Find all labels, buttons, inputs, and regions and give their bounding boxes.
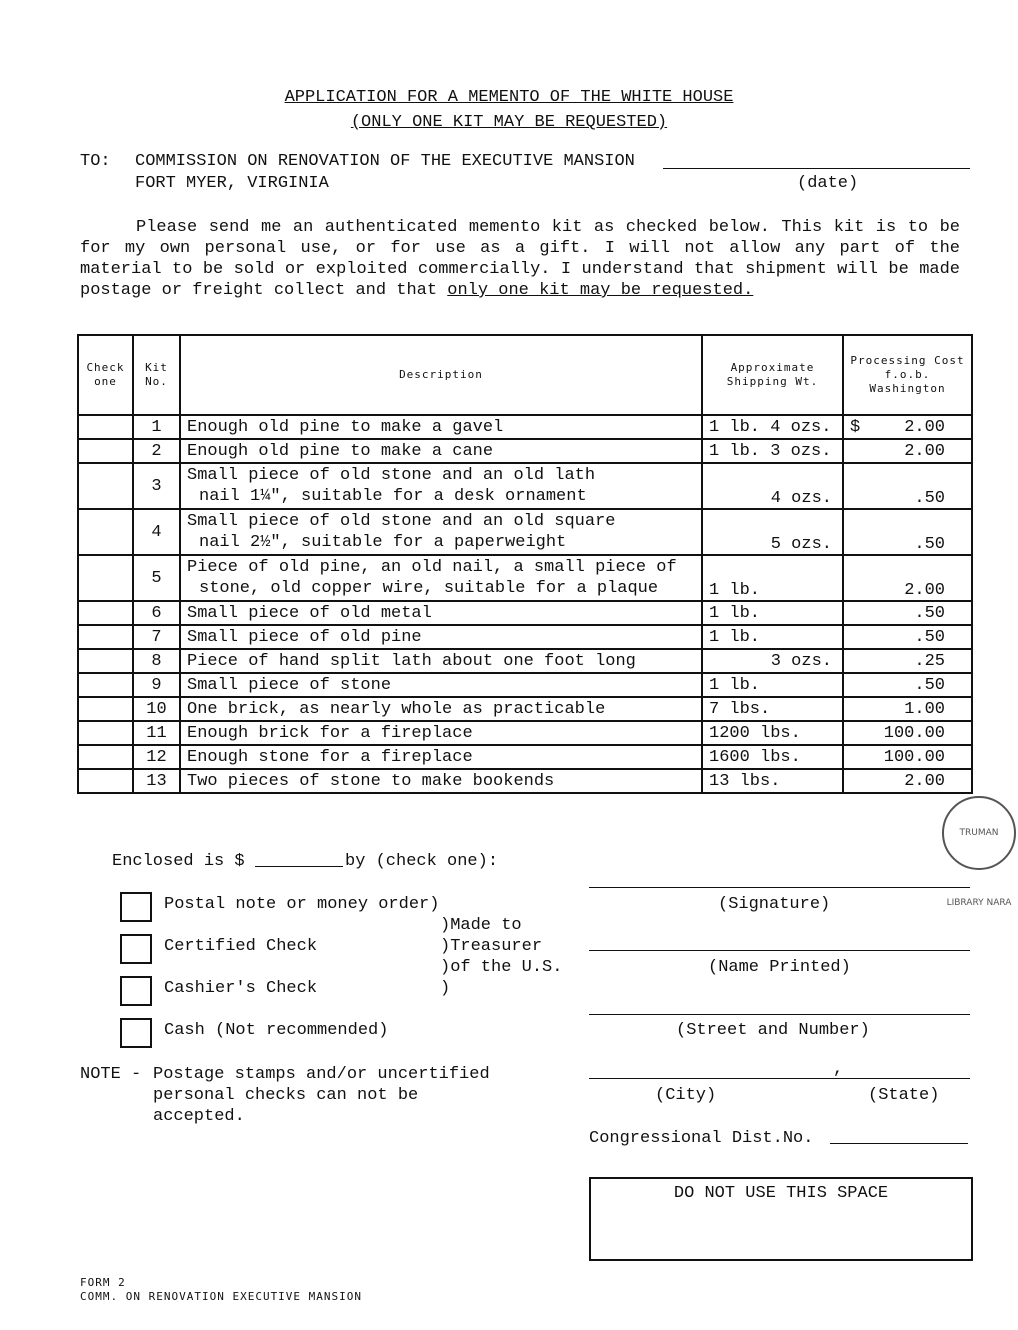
kit-rows <box>78 415 972 793</box>
header-kit-no: Kit No. <box>133 335 180 415</box>
processing-cost <box>843 463 972 509</box>
check-cell[interactable] <box>78 439 133 463</box>
check-cell[interactable] <box>78 601 133 625</box>
description-line: Enough brick for a fireplace <box>187 723 473 743</box>
description-line: Small piece of old stone and an old square <box>187 512 616 531</box>
table-row <box>78 463 972 509</box>
processing-cost <box>843 769 972 793</box>
kit-description <box>180 601 702 625</box>
kit-number: 6 <box>133 601 180 625</box>
description-line: Two pieces of stone to make bookends <box>187 771 555 791</box>
district-label: Congressional Dist.No. <box>589 1129 814 1148</box>
currency-symbol: $ <box>850 417 861 437</box>
table-row <box>78 415 972 439</box>
kit-description <box>180 697 702 721</box>
office-use-label: DO NOT USE THIS SPACE <box>673 1184 889 1203</box>
cost-value: .50 <box>914 675 945 695</box>
check-cell[interactable] <box>78 745 133 769</box>
form-subtitle <box>0 113 1018 132</box>
description-line: Small piece of stone <box>187 675 392 695</box>
option-postal-note: Postal note or money order) <box>164 895 440 914</box>
amount-line[interactable] <box>255 866 343 867</box>
address-line1: COMMISSION ON RENOVATION OF THE EXECUTIVE MANSION <box>135 152 635 171</box>
header-description: Description <box>180 335 702 415</box>
description-line: Enough old pine to make a cane <box>187 441 494 461</box>
kit-number: 11 <box>133 721 180 745</box>
header-processing-cost: Processing Cost f.o.b. Washington <box>843 335 972 415</box>
made-to-line3: )of the U.S. <box>440 958 563 977</box>
check-cell[interactable] <box>78 509 133 555</box>
kit-number: 4 <box>133 509 180 555</box>
processing-cost <box>843 649 972 673</box>
signature-line[interactable] <box>589 887 970 888</box>
kit-description <box>180 415 702 439</box>
description-line: One brick, as nearly whole as practicable <box>187 699 606 719</box>
kit-number: 9 <box>133 673 180 697</box>
table-row <box>78 721 972 745</box>
made-to-line4: ) <box>440 979 451 998</box>
description-line: Small piece of old stone and an old lath <box>187 466 596 485</box>
table-row <box>78 439 972 463</box>
street-label: (Street and Number) <box>676 1021 870 1040</box>
cost-value: 1.00 <box>904 699 945 719</box>
note-line2: personal checks can not be <box>153 1086 419 1105</box>
description-line: stone, old copper wire, suitable for a plaque <box>199 579 659 598</box>
kit-number: 7 <box>133 625 180 649</box>
check-cell[interactable] <box>78 625 133 649</box>
kits-table <box>77 334 973 794</box>
city-state-comma: , <box>833 1060 844 1079</box>
processing-cost <box>843 745 972 769</box>
form-title-text: APPLICATION FOR A MEMENTO OF THE WHITE HOUSE <box>284 88 734 107</box>
note-label: NOTE - <box>80 1065 142 1084</box>
form-number: FORM 2 <box>80 1276 126 1289</box>
cost-value: 100.00 <box>883 723 945 743</box>
table-row <box>78 649 972 673</box>
check-cell[interactable] <box>78 555 133 601</box>
to-label: TO: <box>80 152 111 171</box>
shipping-weight: 1 lb. <box>702 673 843 697</box>
description-line: nail 1¼", suitable for a desk ornament <box>199 487 587 506</box>
kit-number: 12 <box>133 745 180 769</box>
kit-description <box>180 745 702 769</box>
check-cell[interactable] <box>78 415 133 439</box>
header-check-one: Check one <box>78 335 133 415</box>
shipping-weight: 3 ozs. <box>702 649 843 673</box>
cost-value: .50 <box>914 603 945 623</box>
kit-number: 13 <box>133 769 180 793</box>
table-row <box>78 769 972 793</box>
shipping-weight: 1 lb. 4 ozs. <box>702 415 843 439</box>
intro-text: Please send me an authenticated memento kit as checked below. This kit is to be for my own personal use, or for use as a gift. I will not allow any part of the material to be sold or exploited commercially. I understand that shipment will be made postage or freight collect and that <box>80 218 960 300</box>
cost-value: .25 <box>914 651 945 671</box>
address-line2: FORT MYER, VIRGINIA <box>135 174 329 193</box>
description-line: Piece of hand split lath about one foot long <box>187 651 636 671</box>
date-label: (date) <box>797 174 859 193</box>
checkbox-certified-check[interactable] <box>120 934 152 964</box>
street-line[interactable] <box>589 1014 970 1015</box>
kit-description <box>180 721 702 745</box>
note-line1: Postage stamps and/or uncertified <box>153 1065 490 1084</box>
processing-cost <box>843 439 972 463</box>
kit-number: 8 <box>133 649 180 673</box>
date-line[interactable] <box>663 168 970 169</box>
check-cell[interactable] <box>78 721 133 745</box>
table-row <box>78 509 972 555</box>
cost-value: .50 <box>914 627 945 647</box>
cost-value: 100.00 <box>883 747 945 767</box>
check-cell[interactable] <box>78 769 133 793</box>
description-line: nail 2½", suitable for a paperweight <box>199 533 567 552</box>
table-row <box>78 697 972 721</box>
shipping-weight: 1200 lbs. <box>702 721 843 745</box>
shipping-weight: 13 lbs. <box>702 769 843 793</box>
shipping-weight: 1 lb. <box>702 601 843 625</box>
state-label: (State) <box>868 1086 940 1105</box>
form-title <box>0 88 1018 107</box>
shipping-weight: 7 lbs. <box>702 697 843 721</box>
intro-paragraph <box>80 217 960 301</box>
intro-underlined: only one kit may be requested. <box>447 281 754 300</box>
cost-value: .50 <box>914 489 945 508</box>
processing-cost <box>843 721 972 745</box>
kit-description <box>180 625 702 649</box>
table-row <box>78 625 972 649</box>
cost-value: 2.00 <box>904 417 945 437</box>
cost-value: 2.00 <box>904 581 945 600</box>
processing-cost <box>843 555 972 601</box>
checkbox-cash[interactable] <box>120 1018 152 1048</box>
option-cash: Cash (Not recommended) <box>164 1021 389 1040</box>
kit-number: 2 <box>133 439 180 463</box>
kit-description <box>180 649 702 673</box>
cost-value: 2.00 <box>904 441 945 461</box>
description-line: Small piece of old pine <box>187 627 422 647</box>
district-line[interactable] <box>830 1143 968 1144</box>
check-cell[interactable] <box>78 673 133 697</box>
processing-cost <box>843 673 972 697</box>
description-line: Piece of old pine, an old nail, a small piece of <box>187 558 677 577</box>
processing-cost <box>843 625 972 649</box>
shipping-weight: 1 lb. 3 ozs. <box>702 439 843 463</box>
processing-cost <box>843 415 972 439</box>
check-cell[interactable] <box>78 697 133 721</box>
option-certified-check: Certified Check <box>164 937 318 956</box>
shipping-weight: 5 ozs. <box>702 509 843 555</box>
shipping-weight: 4 ozs. <box>702 463 843 509</box>
option-cashiers-check: Cashier's Check <box>164 979 318 998</box>
kit-description <box>180 555 702 601</box>
shipping-weight: 1 lb. <box>702 555 843 601</box>
office-use-box <box>589 1177 973 1261</box>
truman-library-stamp <box>942 796 1016 908</box>
kit-number: 5 <box>133 555 180 601</box>
kit-number: 1 <box>133 415 180 439</box>
city-state-line[interactable] <box>589 1078 970 1079</box>
name-printed-label: (Name Printed) <box>708 958 851 977</box>
checkbox-cashiers-check[interactable] <box>120 976 152 1006</box>
table-row <box>78 555 972 601</box>
signature-label: (Signature) <box>718 895 831 914</box>
cost-value: 2.00 <box>904 771 945 791</box>
processing-cost <box>843 601 972 625</box>
table-row <box>78 601 972 625</box>
kit-description <box>180 439 702 463</box>
processing-cost <box>843 509 972 555</box>
table-row <box>78 745 972 769</box>
check-cell[interactable] <box>78 649 133 673</box>
shipping-weight: 1 lb. <box>702 625 843 649</box>
description-line: Enough old pine to make a gavel <box>187 417 504 437</box>
header-shipping-weight: Approximate Shipping Wt. <box>702 335 843 415</box>
processing-cost <box>843 697 972 721</box>
made-to-line2: )Treasurer <box>440 937 543 956</box>
made-to-line1: )Made to <box>440 916 522 935</box>
description-line: Small piece of old metal <box>187 603 432 623</box>
note-line3: accepted. <box>153 1107 245 1126</box>
enclosed-label: Enclosed is $ <box>112 852 245 871</box>
kit-number: 3 <box>133 463 180 509</box>
stamp-text: TRUMAN LIBRARY NARA <box>946 828 1012 908</box>
kit-description <box>180 673 702 697</box>
kit-description <box>180 509 702 555</box>
table-row <box>78 673 972 697</box>
table-header-row <box>78 335 972 415</box>
form-subtitle-text: (ONLY ONE KIT MAY BE REQUESTED) <box>350 113 668 132</box>
by-check-one: by (check one): <box>345 852 499 871</box>
checkbox-postal-note[interactable] <box>120 892 152 922</box>
kit-description <box>180 463 702 509</box>
kit-description <box>180 769 702 793</box>
city-label: (City) <box>655 1086 717 1105</box>
check-cell[interactable] <box>78 463 133 509</box>
cost-value: .50 <box>914 535 945 554</box>
form-issuer: COMM. ON RENOVATION EXECUTIVE MANSION <box>80 1290 363 1303</box>
name-printed-line[interactable] <box>589 950 970 951</box>
shipping-weight: 1600 lbs. <box>702 745 843 769</box>
kit-number: 10 <box>133 697 180 721</box>
description-line: Enough stone for a fireplace <box>187 747 473 767</box>
